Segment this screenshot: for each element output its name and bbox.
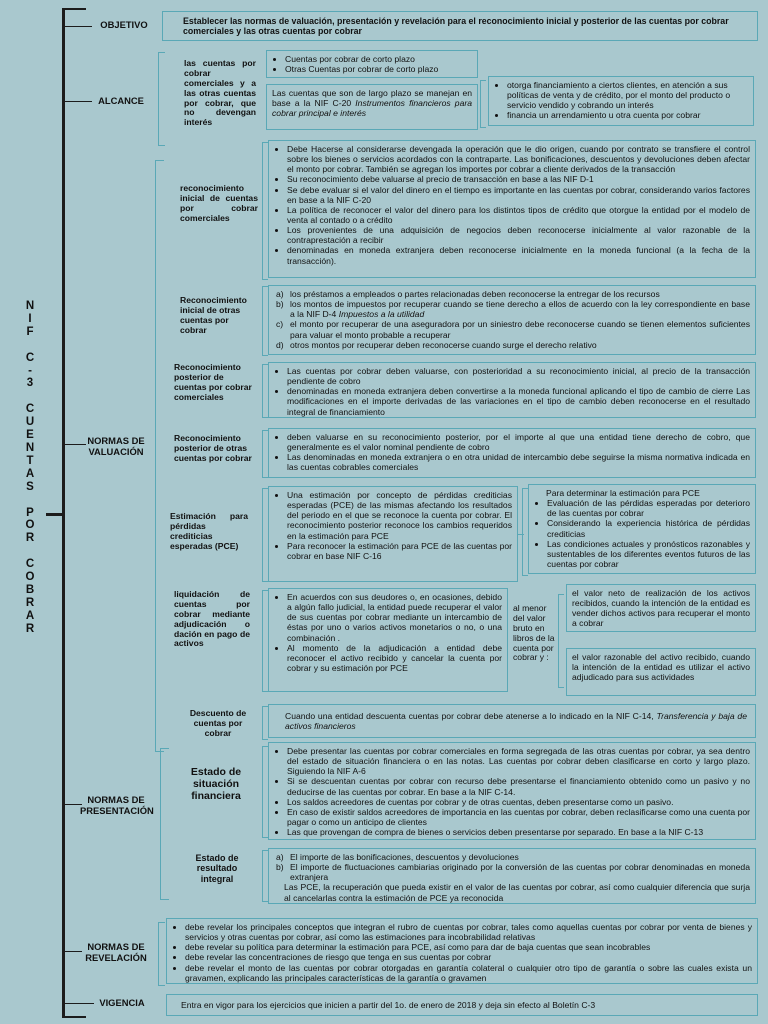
valuacion-bracket — [155, 160, 164, 752]
title-letter: C — [25, 351, 35, 364]
rec-inicial-otras-box — [268, 285, 756, 355]
resultado-label: Estado de resultado integral — [195, 853, 239, 884]
alcance-short-term-box — [266, 50, 478, 78]
title-letter: N — [25, 300, 35, 312]
vigencia-label: VIGENCIA — [99, 997, 145, 1008]
objetivo-text: Establecer las normas de valuación, presentación y revelación para el reconocimiento inicial y posterior de las cuentas por cobrar comerciales y las otras cuentas por cobrar — [162, 11, 758, 41]
list-item: • debe revelar su política para determinar la estimación para PCE, así como para dar de baja cuentas que sean incobrables — [185, 942, 752, 952]
list-text: otros montos por recuperar deben reconocerse cuando surge el derecho relativo — [290, 339, 597, 350]
list-item: • Las cuentas por cobrar deben valuarse, con posterioridad a su reconocimiento inicial, al precio de la transacción pendiente de cobro — [287, 366, 750, 386]
title-letter: B — [25, 583, 35, 596]
list-item: • En caso de existir saldos acreedores de importancia en las cuentas por cobrar, deben reclasificarse como una cuenta por pagar o como un anticipo de clientes — [287, 807, 750, 827]
title-letter: O — [25, 519, 35, 532]
title-letter: - — [28, 364, 32, 377]
title-letter: P — [26, 506, 34, 519]
rec-inicial-cc-box — [268, 140, 756, 278]
pce-determine-box — [528, 484, 756, 574]
list-italic: Impuestos a la utilidad — [338, 309, 425, 320]
long-term-italic: Instrumentos financieros para cobrar principal e interés — [272, 98, 472, 119]
title-letter: N — [25, 441, 35, 454]
long-term-text: Las cuentas que son de largo plazo se manejan en base a la NIF C-20 — [272, 88, 472, 109]
list-marker: a) — [276, 289, 284, 299]
alcance-label: ALCANCE — [98, 95, 144, 106]
list-item: • Al momento de la adjudicación a entidad debe reconocer el activo recibido y cancelar la cuenta por cobrar y su estimación por PCE — [287, 643, 502, 673]
descuento-label: Descuento de cuentas por cobrar — [189, 708, 247, 738]
list-item — [276, 862, 750, 883]
title-letter: R — [25, 532, 35, 545]
list-item: • deben valuarse en su reconocimiento posterior, por el importe al que una entidad tiene derecho de cobro, que generalmente es el valor nominal pendiente de cobro — [287, 432, 750, 452]
list-item: • Otras Cuentas por cobrar de corto plazo — [285, 64, 472, 74]
bracket-bottom — [62, 1016, 86, 1018]
list-item: • Los provenientes de una adquisición de negocios deben reconocerse inicialmente al valor razonable de la contraprestación a recibir — [287, 225, 750, 245]
bracket-center — [46, 513, 63, 516]
title-letter: U — [25, 416, 35, 429]
rec-posterior-otras-box — [268, 428, 756, 478]
title-letter — [22, 390, 38, 403]
title-letter: R — [25, 622, 35, 635]
vigencia-text: Entra en vigor para los ejercicios que inicien a partir del 1o. de enero de 2018 y deja sin efecto al Boletín C-3 — [166, 994, 758, 1016]
title-letter: E — [26, 429, 34, 442]
list-item — [276, 852, 750, 862]
list-item: • denominadas en moneda extranjera deben convertirse a la moneda funcional aplicando el tipo de cambio de cierre Las modificaciones en el importe derivadas de las variaciones en el tipo de cambio deben reconocerse en el resultado integral de financiamiento — [287, 386, 750, 416]
title-letter: I — [28, 312, 32, 325]
title-letter — [22, 545, 38, 558]
descuento-text: Cuando una entidad descuenta cuentas por cobrar debe atenerse a lo indicado en la NIF C-14, — [285, 711, 654, 721]
title-letter — [22, 494, 38, 507]
title-letter: C — [25, 403, 35, 416]
list-marker: a) — [276, 852, 284, 862]
title-letter: A — [25, 609, 35, 622]
alcance-sublabel: las cuentas por cobrar comerciales y a las otras cuentas por cobrar, que no devengan interés — [184, 58, 256, 128]
normas-presentacion-label: NORMAS DE PRESENTACIÓN — [80, 794, 154, 816]
presentacion-bracket — [160, 748, 169, 900]
list-item: • debe revelar las concentraciones de riesgo que tenga en sus cuentas por cobrar — [185, 952, 752, 962]
pce-determine-title: Para determinar la estimación para PCE — [546, 488, 700, 498]
list-item: • Se debe evaluar si el valor del dinero en el tiempo es importante en las cuentas por cobrar, considerando varios factores en base a la NIF C-20 — [287, 185, 750, 205]
situacion-box — [268, 742, 756, 840]
list-item: • Las denominadas en moneda extranjera o en otra unidad de intercambio debe seguirse la misma normativa indicada en las cuentas cobrables comerciales — [287, 452, 750, 472]
list-text: los montos de impuestos por recuperar cuando se tiene derecho a ellos de acuerdo con la ley correspondiente en base a la NIF D-4 — [290, 299, 750, 320]
list-item — [276, 339, 750, 350]
list-marker: b) — [276, 299, 284, 310]
list-item: • Considerando la experiencia histórica de pérdidas crediticias — [547, 518, 750, 538]
title-letter: O — [25, 571, 35, 584]
title-letter: 3 — [26, 377, 34, 390]
list-item: • Las condiciones actuales y pronósticos razonables y sustentables de los diferentes eventos futuros de las cuentas por cobrar — [547, 539, 750, 569]
alcance-financing-box — [488, 76, 754, 126]
pce-box — [268, 486, 518, 582]
list-item: • En acuerdos con sus deudores o, en ocasiones, debido a algún fallo judicial, la entidad puede recuperar el valor de sus cuentas por cobrar mediante un intercambio de éstas por uno o varios activos monetarios o no, o una combinación . — [287, 592, 502, 643]
normas-valuacion-label: NORMAS DE VALUACIÓN — [87, 435, 145, 457]
liquidacion-option-1: el valor neto de realización de los activos recibidos, cuando la intención de la entidad es vender dichos activos para recuperar el monto a cobrar — [566, 584, 756, 632]
list-item: • financia un arrendamiento u otra cuenta por cobrar — [507, 110, 748, 120]
rec-posterior-cc-label: Reconocimiento posterior de cuentas por cobrar comerciales — [174, 362, 252, 402]
situacion-label: Estado de situación financiera — [190, 766, 242, 803]
list-marker: d) — [276, 339, 284, 350]
rec-posterior-cc-box — [268, 362, 756, 418]
list-item: • otorga financiamiento a ciertos clientes, en atención a sus políticas de venta y de crédito, por el monto del producto o servicio vendido y cobrando un interés — [507, 80, 748, 110]
bracket-top — [62, 8, 86, 10]
title-letter: S — [26, 480, 34, 493]
list-marker: b) — [276, 862, 284, 873]
list-item: • Evaluación de las pérdidas esperadas por deterioro de las cuentas por cobrar — [547, 498, 750, 518]
title-letter: A — [25, 467, 35, 480]
list-item: • Para reconocer la estimación para PCE de las cuentas por cobrar en base NIF C-16 — [287, 541, 512, 561]
rec-inicial-cc-label: reconocimiento inicial de cuentas por cobrar comerciales — [180, 183, 258, 223]
list-text: el monto por recuperar de una aseguradora por un siniestro debe reconocerse cuando se tienen elementos suficientes para valuar el monto probable a recuperar — [290, 319, 750, 340]
list-item: • Si se descuentan cuentas por cobrar con recurso debe presentarse el financiamiento obtenido como un pasivo y no deducirse de las cuentas por cobrar. En base a la NIF C-14. — [287, 776, 750, 796]
list-item: • Debe presentar las cuentas por cobrar comerciales en forma segregada de las otras cuentas por cobrar, ya sea dentro del estado de situación financiera o en las notas. Las cuentas por cobrar deben clasificarse en corto y largo plazo. Siguiendo la NIF A-6 — [287, 746, 750, 776]
list-item: • Cuentas por cobrar de corto plazo — [285, 54, 472, 64]
title-letter — [22, 339, 38, 352]
pce-label: Estimación para pérdidas crediticias esperadas (PCE) — [170, 511, 248, 551]
title-letter: C — [25, 558, 35, 571]
title-letter: R — [25, 596, 35, 609]
objetivo-label: OBJETIVO — [100, 19, 148, 30]
list-item — [276, 319, 750, 340]
list-item — [276, 299, 750, 320]
liquidacion-label: liquidación de cuentas por cobrar mediante adjudicación o dación en pago de activos — [174, 589, 250, 649]
list-text: El importe de las bonificaciones, descuentos y devoluciones — [290, 852, 519, 862]
descuento-italic: Transferencia y baja de activos financieros — [285, 711, 747, 732]
list-item: • debe revelar los principales conceptos que integran el rubro de cuentas por cobrar, tales como aquellas cuentas por cobrar por venta de bienes y servicios y otras cuentas por cobrar, así como las estimaciones para incobrabilidad relativas — [185, 922, 752, 942]
descuento-box — [268, 704, 756, 738]
list-item: • debe revelar el monto de las cuentas por cobrar otorgadas en garantía colateral o cualquier otro tipo de garantía o sobre las cuales exista un gravamen, explicando las principales características de la garantía o gravamen — [185, 963, 752, 983]
rec-inicial-otras-label: Reconocimiento inicial de otras cuentas por cobrar — [180, 295, 247, 335]
liquidacion-box — [268, 588, 508, 692]
list-item: • Las que provengan de compra de bienes o servicios deben presentarse por separado. En base a la NIF C-13 — [287, 827, 750, 837]
liquidacion-option-2: el valor razonable del activo recibido, cuando la intención de la entidad es utilizar el activo adjudicado para sus actividades — [566, 648, 756, 696]
resultado-box — [268, 848, 756, 904]
alcance-long-term-box — [266, 84, 478, 130]
alcance-bracket — [158, 52, 165, 146]
vertical-title — [22, 300, 38, 636]
normas-revelacion-label: NORMAS DE REVELACIÓN — [85, 941, 147, 963]
liquidacion-menor: al menor del valor bruto en libros de la cuenta por cobrar y : — [513, 603, 555, 663]
list-text: El importe de fluctuaciones cambiarias originado por la conversión de las cuentas por cobrar denominadas en moneda extranjera — [290, 862, 750, 883]
title-letter: T — [26, 454, 34, 467]
list-item: • Los saldos acreedores de cuentas por cobrar y de otras cuentas, deben presentarse como un pasivo. — [287, 797, 750, 807]
list-item: • Debe Hacerse al considerarse devengada la operación que le dio origen, cuando por contrato se transfiere el control sobre los bienes o servicios acordados con la contraparte. Las bonificaciones, descuentos y devoluciones deben afectar el monto por cobrar. También se agregan los importes por cobrar a cliente derivados de la transacción — [287, 144, 750, 174]
list-marker: c) — [276, 319, 284, 330]
list-item — [276, 289, 750, 299]
list-item: • La política de reconocer el valor del dinero para los distintos tipos de crédito que otorgue la entidad por el modelo de venta al contado o a crédito — [287, 205, 750, 225]
revelacion-box — [166, 918, 758, 984]
title-letter: F — [26, 325, 34, 338]
list-item: • Una estimación por concepto de pérdidas crediticias esperadas (PCE) de las mismas afectando los resultados del periodo en el que se reconoce la cuenta por cobrar. El reconocimiento posterior reconoce los cambios requeridos en la estimación para PCE — [287, 490, 512, 541]
list-text: los préstamos a empleados o partes relacionadas deben reconocerse la entregar de los recursos — [290, 289, 660, 299]
list-item: • Su reconocimiento debe valuarse al precio de transacción en base a las NIF D-1 — [287, 174, 750, 184]
rec-posterior-otras-label: Reconocimiento posterior de otras cuentas por cobrar — [174, 433, 252, 463]
resultado-note: Las PCE, la recuperación que pueda existir en el valor de las cuentas por cobrar, así como cualquier diferencia que surja al cancelarlas contra la estimación de PCE ya reconocida — [284, 882, 750, 903]
list-item: • denominadas en moneda extranjera deben reconocerse inicialmente en la moneda funcional (a la fecha de la transacción). — [287, 245, 750, 265]
